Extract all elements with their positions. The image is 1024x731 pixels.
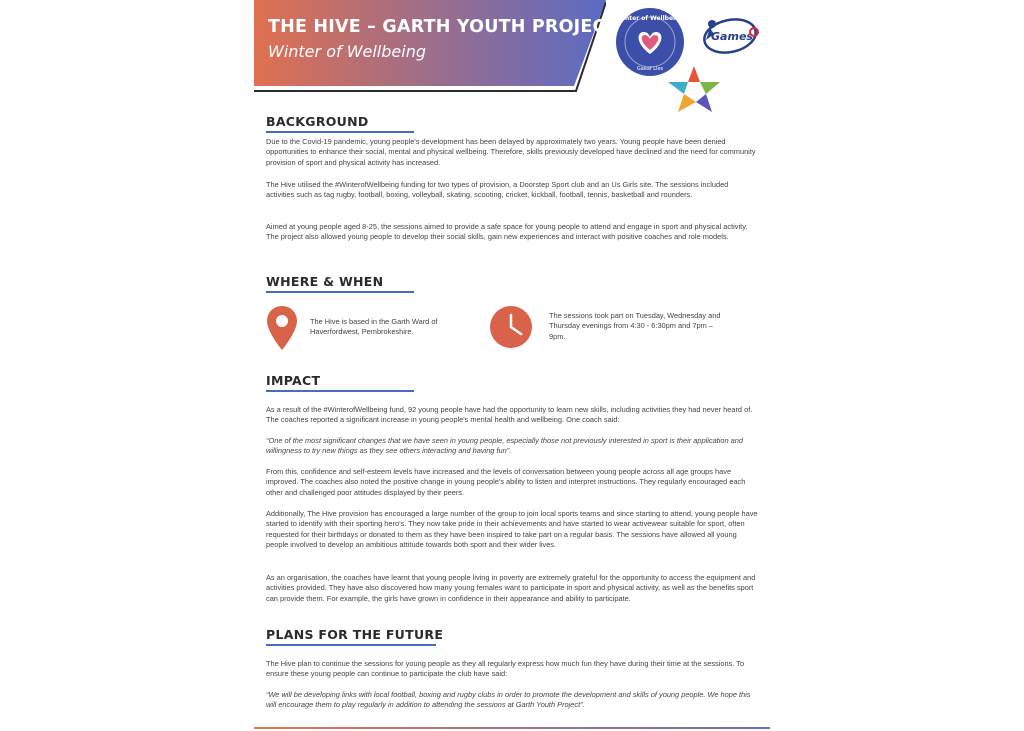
background-paragraph-3: Aimed at young people aged 8-25, the sessions aimed to provide a safe space for young people to attend and engage in sport and physical activity. The project also allowed young people to develop their social skills, gain new experiences and interact with positive coaches and role models. [266,222,748,242]
clock-icon [490,306,532,348]
where-when-rule [266,291,414,293]
plans-heading: PLANS FOR THE FUTURE [266,627,444,642]
wellbeing-logo-subtext: Gaeaf Lles [636,66,664,72]
footer-rule [254,727,770,729]
impact-quote: “One of the most significant changes that we have seen in young people, especially those not previously interested in sport is their application and willingness to try new things as they see others interacting and having fun”. [266,436,743,456]
header-banner [254,0,618,94]
impact-heading: IMPACT [266,373,321,388]
plans-quote: “We will be developing links with local football, boxing and rugby clubs in order to promote the development and skills of young people. We hope this will encourage them to play regularly in addition to attending the sessions at Garth Youth Project”. [266,690,751,710]
location-pin-icon [266,306,298,350]
street-games-text: Games [711,30,753,43]
impact-paragraph-3: Additionally, The Hive provision has encouraged a large number of the group to join local sports teams and since starting to attend, young people have started to identify with their sporting hero's. They now take pride in their achievements and have started to wear activewear suitable for sport, often requested for their birthdays or donated to them as they have been inspired to take part on a regular basis. The sessions have allowed all young people involved to develop an ambitious attitude towards both sport and their wider lives. [266,509,758,549]
plans-paragraph-1: The Hive plan to continue the sessions for young people as they all regularly express how much fun they have during their time at the sessions. To ensure these young people can continue to participate the club have said: [266,659,745,679]
location-text: The Hive is based in the Garth Ward of Haverfordwest, Pembrokeshire. [310,317,438,337]
background-rule [266,131,414,133]
page-title: THE HIVE – GARTH YOUTH PROJECT [268,17,618,37]
street-games-logo [698,10,762,60]
impact-paragraph-1: As a result of the #WinterofWellbeing fund, 92 young people have had the opportunity to learn new skills, including activities they had never heard of. The coaches reported a significant increase in young people's mental health and wellbeing. One coach said: [266,405,753,425]
background-paragraph-1: Due to the Covid-19 pandemic, young people's development has been delayed by approximately two years. Young people have been denied opportunities to enhance their social, mental and physical wellbeing. Therefore, skills previously developed have declined and the need for community provision of sport and physical activity has increased. [266,137,756,167]
impact-paragraph-4: As an organisation, the coaches have learnt that young people living in poverty are extremely grateful for the opportunity to access the equipment and activities provided. They have also discovered how many young females want to participate in sport and physical activity, as well as the benefits sport can provide them. For example, the girls have grown in confidence in their appearance and ability to participate. [266,573,756,603]
star-people-icon [666,64,722,114]
time-text: The sessions took part on Tuesday, Wednesday and Thursday evenings from 4:30 - 6:30pm and 7pm – 9pm. [549,311,721,341]
where-when-heading: WHERE & WHEN [266,274,384,289]
impact-rule [266,390,414,392]
page-subtitle: Winter of Wellbeing [268,42,426,61]
impact-paragraph-2: From this, confidence and self-esteem levels have increased and the levels of conversation between young people across all age groups have improved. The coaches also noted the positive change in young people's ability to listen and interpret instructions. They regularly encouraged each other and challenged poor attitudes displayed by their peers. [266,467,746,497]
wellbeing-logo-text: Winter of Wellbeing [616,15,684,22]
plans-rule [266,644,436,646]
background-heading: BACKGROUND [266,114,369,129]
background-paragraph-2: The Hive utilised the #WinterofWellbeing funding for two types of provision, a Doorstep Sport club and an Us Girls site. The sessions included activities such as tag rugby, football, boxing, volleyball, skating, scooting, cricket, kickball, football, tennis, basketball and rounders. [266,180,729,200]
